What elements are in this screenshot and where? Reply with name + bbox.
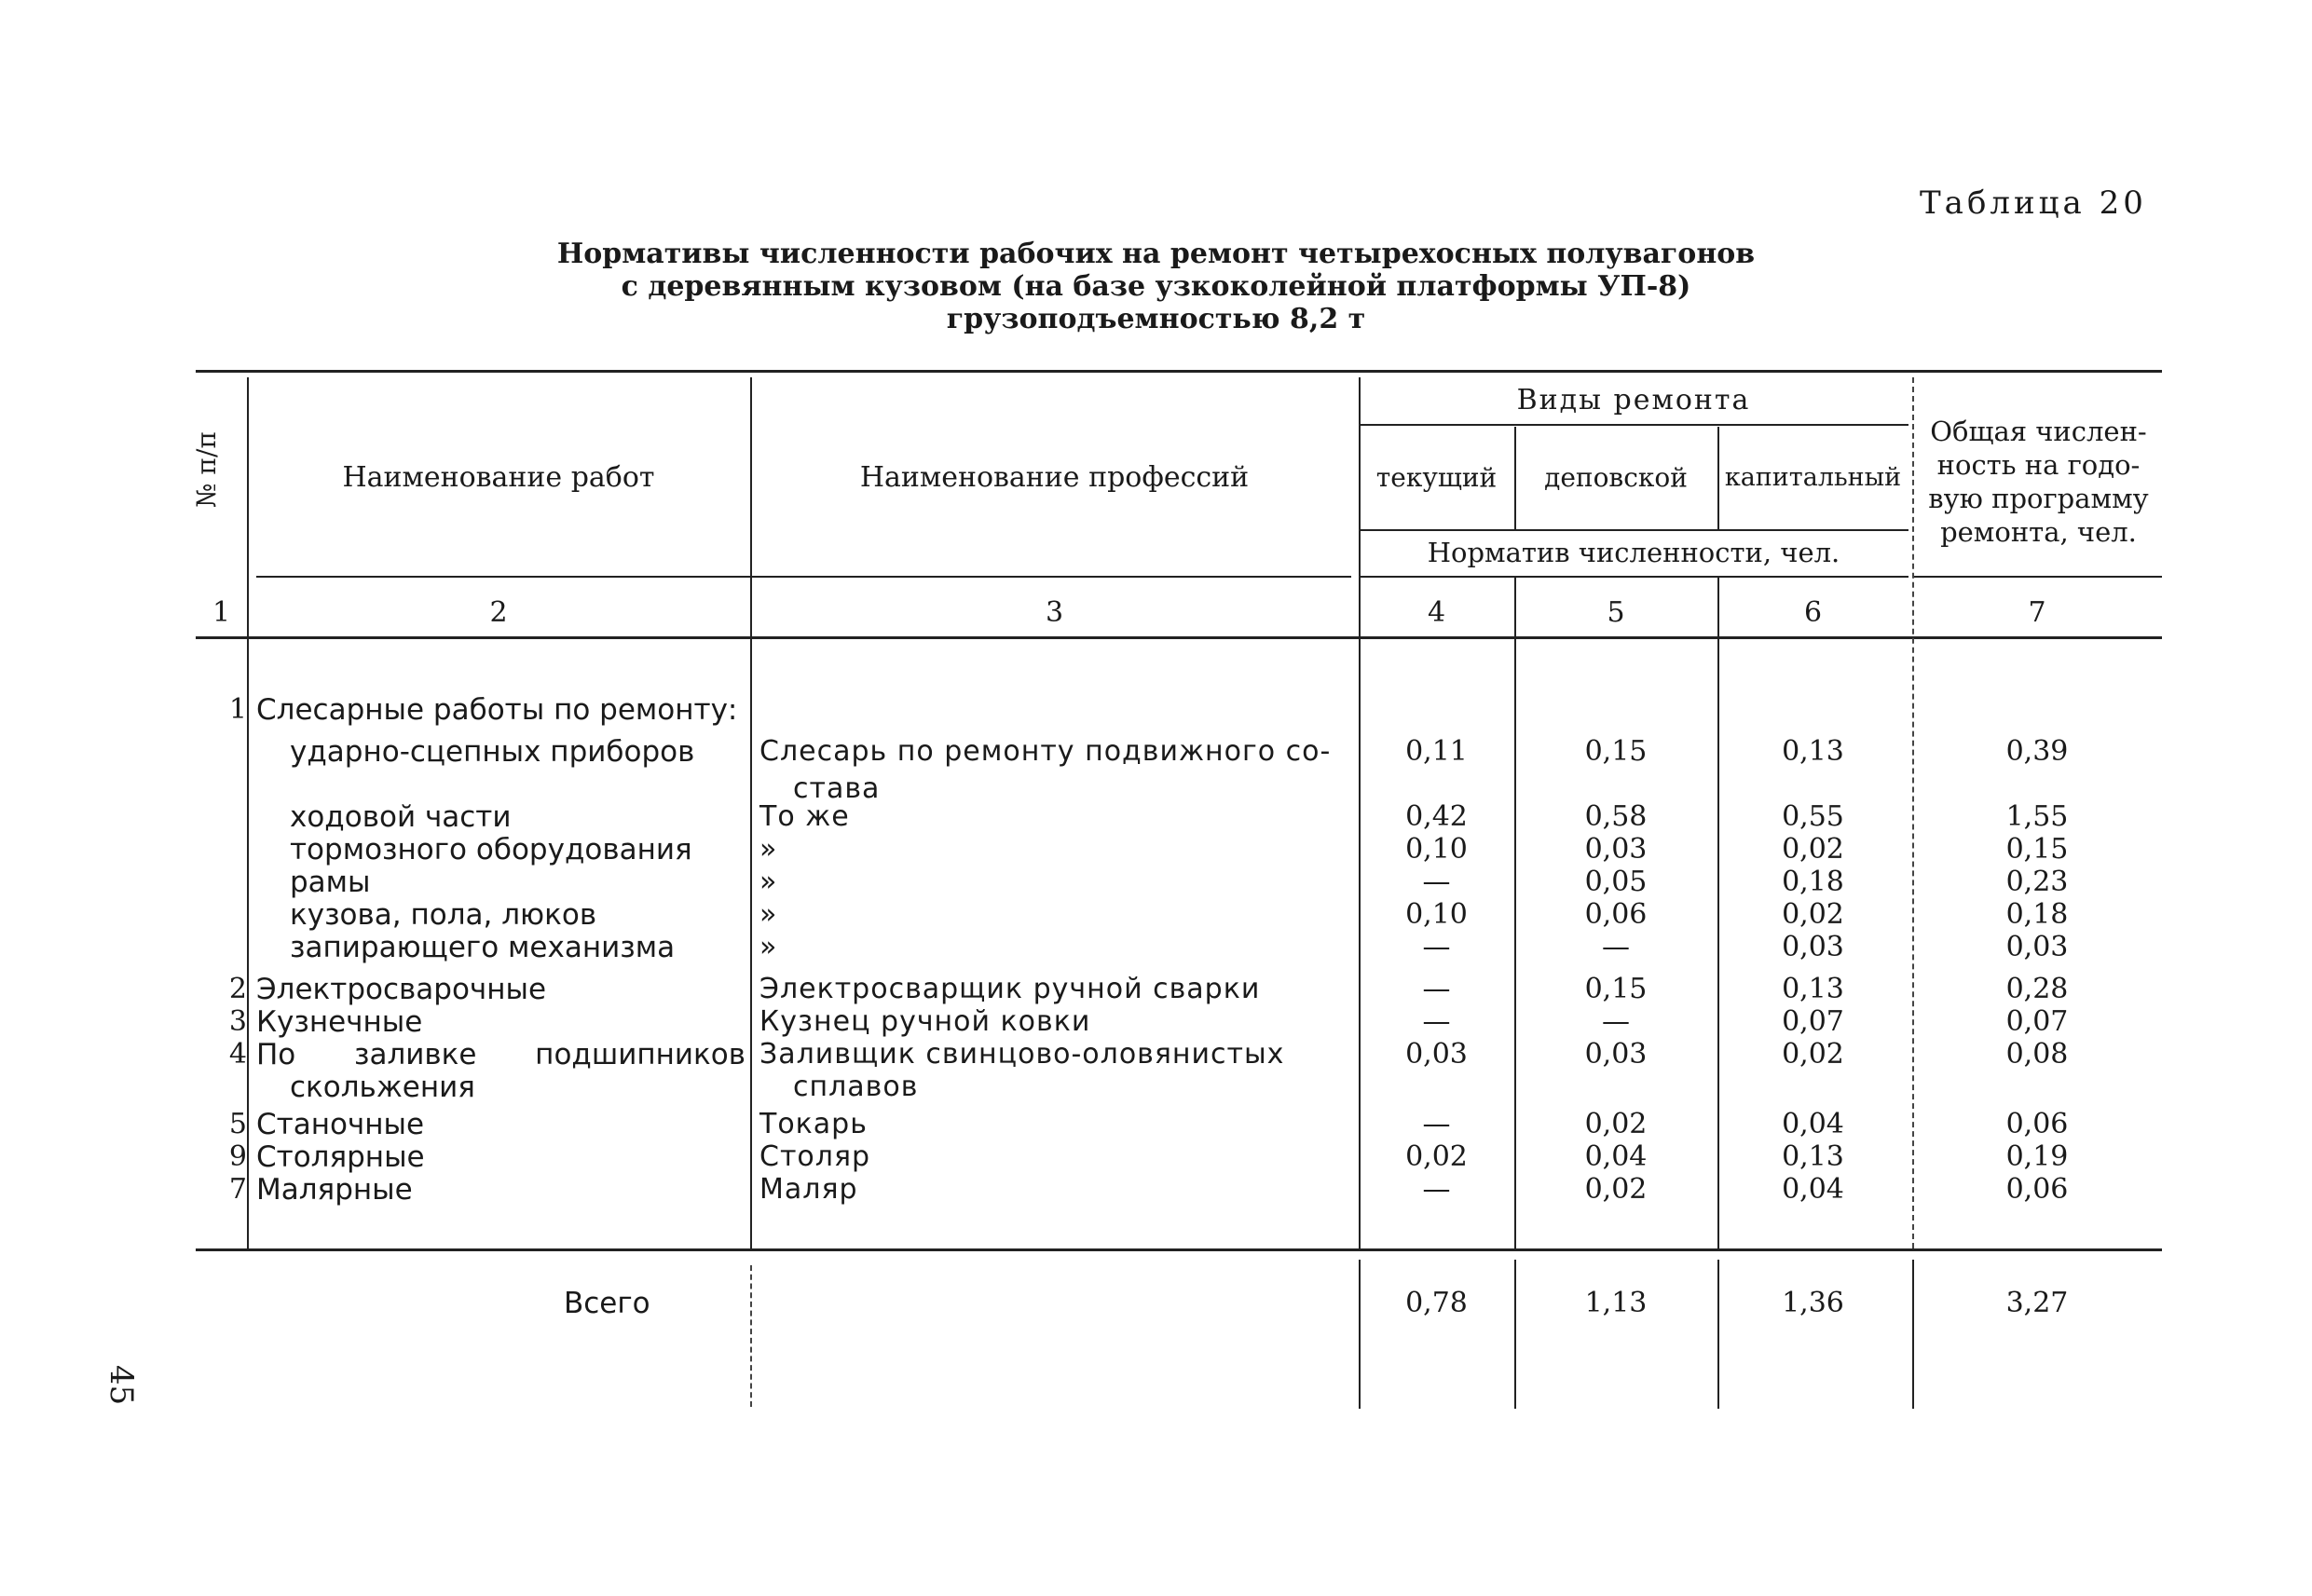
total-depot: 1,13 <box>1584 1287 1648 1319</box>
work-name: По заливке подшипников <box>256 1038 746 1071</box>
work-name: Кузнечные <box>256 1005 423 1039</box>
norm-value: 0,04 <box>1782 1108 1844 1140</box>
col-divider-2 <box>750 377 752 1248</box>
norm-value: — <box>1422 1108 1451 1140</box>
col-divider-1 <box>247 377 249 1248</box>
norm-value: 0,15 <box>2005 833 2069 866</box>
norm-value: 0,04 <box>1782 1173 1844 1206</box>
total-divider-4 <box>1514 1260 1516 1409</box>
norm-value: — <box>1422 973 1451 1005</box>
colnum-2: 2 <box>489 596 508 629</box>
header-capital: капитальный <box>1724 463 1902 492</box>
header-norm: Норматив численности, чел. <box>1427 537 1840 568</box>
norm-value: 0,11 <box>1405 735 1468 768</box>
norm-value: 0,02 <box>1782 898 1844 931</box>
colnum-5: 5 <box>1607 596 1625 629</box>
norm-value: — <box>1422 866 1451 898</box>
table-title-line-3: грузоподъемностью 8,2 т <box>946 303 1366 335</box>
norm-value: 0,03 <box>1782 931 1844 963</box>
norm-value: 0,06 <box>2005 1173 2069 1206</box>
work-name: Малярные <box>256 1173 413 1207</box>
table-title-line-1: Нормативы численности рабочих на ремонт четырехосных полувагонов <box>556 238 1756 270</box>
row-number: 2 <box>228 973 247 1005</box>
norm-value: 0,06 <box>1584 898 1648 931</box>
norm-value: 0,23 <box>2005 866 2069 898</box>
norm-value: 0,05 <box>1584 866 1648 898</box>
work-name: Электросварочные <box>256 973 547 1006</box>
profession-name: Кузнец ручной ковки <box>759 1005 1091 1038</box>
row-number: 5 <box>228 1108 247 1140</box>
norm-value: 0,07 <box>1782 1005 1844 1038</box>
work-name: тормозного оборудования <box>290 833 692 866</box>
header-row-number: № п/п <box>191 430 222 508</box>
header-total-count <box>1915 415 2162 549</box>
profession-name: Слесарь по ремонту подвижного со- <box>759 735 1332 768</box>
repair-types-rule <box>1359 424 1908 426</box>
work-name: Станочные <box>256 1108 425 1141</box>
norm-value: 0,39 <box>2005 735 2069 768</box>
total-label: Всего <box>564 1287 650 1320</box>
colnum-1: 1 <box>212 596 231 629</box>
header-bottom-rule-mid <box>1359 576 1908 578</box>
row-number: 1 <box>228 693 247 726</box>
profession-name: Электросварщик ручной сварки <box>759 973 1261 1005</box>
table-title-line-2: с деревянным кузовом (на базе узкоколейной платформы УП-8) <box>621 270 1691 303</box>
work-name: рамы <box>290 866 371 899</box>
norm-value: 0,07 <box>2005 1005 2069 1038</box>
table-top-rule <box>196 370 2162 373</box>
total-rule <box>196 1248 2162 1251</box>
total-divider-3 <box>1359 1260 1361 1409</box>
norm-value: 0,03 <box>1405 1038 1468 1071</box>
norm-value: — <box>1602 1005 1630 1038</box>
norm-value: 0,13 <box>1782 735 1844 768</box>
work-name: ударно-сцепных приборов <box>290 735 695 769</box>
profession-name: » <box>759 898 778 931</box>
norm-value: 0,18 <box>1782 866 1844 898</box>
norm-value: 0,18 <box>2005 898 2069 931</box>
work-name: ходовой части <box>290 800 512 834</box>
norm-value: 0,04 <box>1584 1140 1648 1173</box>
row-number: 4 <box>228 1038 247 1071</box>
norm-value: — <box>1422 1005 1451 1038</box>
norm-value: — <box>1422 1173 1451 1206</box>
profession-name: Заливщик свинцово-оловянистых <box>759 1038 1285 1071</box>
header-work-name: Наименование работ <box>342 461 655 494</box>
row-number: 9 <box>228 1140 247 1173</box>
profession-name: » <box>759 866 778 898</box>
profession-name: Столяр <box>759 1140 871 1173</box>
colnum-3: 3 <box>1045 596 1064 629</box>
header-total-line-4: ремонта, чел. <box>1940 516 2137 548</box>
norm-value: 0,03 <box>1584 1038 1648 1071</box>
norm-value: 0,15 <box>1584 973 1648 1005</box>
header-bottom-rule-left <box>256 576 1351 578</box>
total-divider-6 <box>1912 1260 1914 1409</box>
header-bottom-rule-right <box>1912 576 2162 578</box>
header-repair-types: Виды ремонта <box>1516 384 1751 416</box>
norm-value: 0,28 <box>2005 973 2069 1005</box>
total-divider-2 <box>750 1265 752 1407</box>
table-label: Таблица 20 <box>1920 184 2147 222</box>
norm-value: 0,02 <box>1782 1038 1844 1071</box>
total-capital: 1,36 <box>1782 1287 1844 1319</box>
profession-name: става <box>793 772 881 805</box>
profession-name: » <box>759 931 778 963</box>
norm-rule <box>1359 529 1908 531</box>
page-number: 45 <box>103 1365 140 1406</box>
norm-value: 0,06 <box>2005 1108 2069 1140</box>
total-current: 0,78 <box>1405 1287 1468 1319</box>
norm-value: 0,13 <box>1782 1140 1844 1173</box>
norm-value: 0,42 <box>1405 800 1468 833</box>
norm-value: 0,02 <box>1405 1140 1468 1173</box>
header-total-line-3: вую программу <box>1928 483 2149 514</box>
norm-value: 0,15 <box>1584 735 1648 768</box>
norm-value: 0,19 <box>2005 1140 2069 1173</box>
header-total-line-1: Общая числен- <box>1930 416 2147 447</box>
work-name: запирающего механизма <box>290 931 676 964</box>
work-name: кузова, пола, люков <box>290 898 597 932</box>
row-number: 3 <box>228 1005 247 1038</box>
norm-value: 0,55 <box>1782 800 1844 833</box>
work-name: Слесарные работы по ремонту: <box>256 693 738 727</box>
norm-value: 1,55 <box>2005 800 2069 833</box>
colnum-6: 6 <box>1803 596 1823 629</box>
norm-value: — <box>1422 931 1451 963</box>
norm-value: 0,02 <box>1782 833 1844 866</box>
total-divider-5 <box>1717 1260 1719 1409</box>
norm-value: — <box>1602 931 1630 963</box>
norm-value: 0,10 <box>1405 833 1468 866</box>
colnum-4: 4 <box>1427 596 1446 629</box>
norm-value: 0,58 <box>1584 800 1648 833</box>
norm-value: 0,02 <box>1584 1173 1648 1206</box>
row-number: 7 <box>228 1173 247 1206</box>
profession-name: То же <box>759 800 850 833</box>
norm-value: 0,03 <box>2005 931 2069 963</box>
header-total-line-2: ность на годо- <box>1936 449 2141 481</box>
work-name: скольжения <box>290 1071 475 1104</box>
work-name: Столярные <box>256 1140 425 1174</box>
profession-name: Токарь <box>759 1108 868 1140</box>
profession-name: » <box>759 833 778 866</box>
norm-value: 0,13 <box>1782 973 1844 1005</box>
colnum-7: 7 <box>2028 596 2046 629</box>
norm-value: 0,02 <box>1584 1108 1648 1140</box>
column-numbers-rule <box>196 636 2162 639</box>
norm-value: 0,03 <box>1584 833 1648 866</box>
norm-value: 0,08 <box>2005 1038 2069 1071</box>
header-depot: деповской <box>1544 462 1688 493</box>
profession-name: сплавов <box>793 1071 919 1103</box>
total-overall: 3,27 <box>2005 1287 2069 1319</box>
header-current: текущий <box>1375 462 1498 493</box>
norm-value: 0,10 <box>1405 898 1468 931</box>
profession-name: Маляр <box>759 1173 858 1206</box>
header-profession-name: Наименование профессий <box>859 461 1250 494</box>
